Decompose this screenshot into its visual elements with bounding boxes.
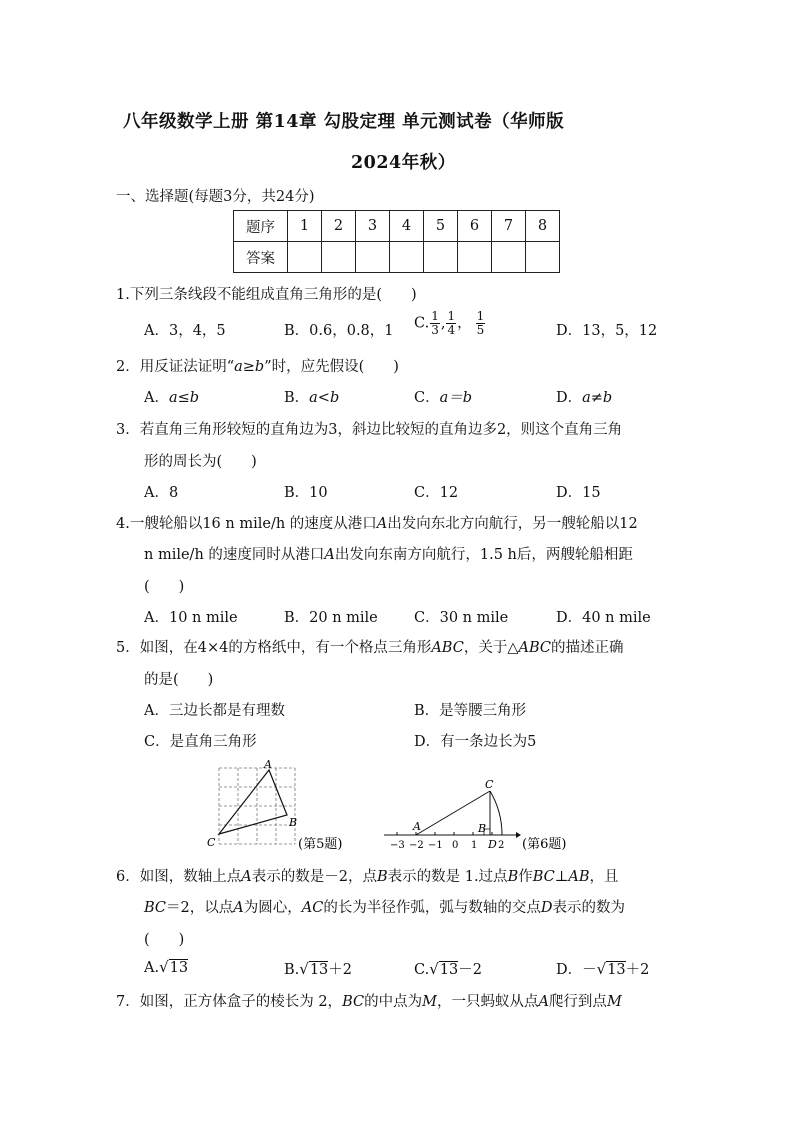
question-6-option-c: C.√13－2 — [414, 960, 482, 978]
arc-cd — [490, 791, 502, 835]
fraction-one-fourth: $\frac{1}{4}$ — [447, 309, 456, 337]
figure-6-caption: (第6题) — [522, 837, 567, 852]
answer-cell[interactable] — [492, 242, 526, 273]
question-3-option-b: B．10 — [284, 485, 328, 501]
tick-label: −2 — [409, 840, 424, 851]
tick-label: 1 — [471, 840, 478, 851]
answer-cell[interactable] — [288, 242, 322, 273]
question-2-option-c: C．a＝b — [414, 390, 473, 406]
question-1-option-a: A．3，4，5 — [144, 323, 226, 339]
figure-5-caption: (第5题) — [298, 837, 343, 852]
question-6-option-b: B.√13＋2 — [284, 960, 353, 978]
answer-cell[interactable] — [526, 242, 560, 273]
page-title-line1: 八年级数学上册 第14章 勾股定理 单元测试卷（华师版 — [123, 112, 565, 132]
answer-cell[interactable] — [424, 242, 458, 273]
question-5-line1: 5．如图，在4×4的方格纸中，有一个格点三角形ABC，关于△ABC的描述正确 — [116, 640, 624, 656]
question-2-option-b: B．a<b — [284, 390, 340, 406]
table-answer-label: 答案 — [234, 242, 288, 273]
question-4-option-c: C．30 n mile — [414, 610, 509, 626]
answer-cell[interactable] — [322, 242, 356, 273]
table-number-cell: 5 — [424, 211, 458, 242]
question-4-line3: ( ) — [144, 579, 185, 595]
question-5-option-c: C．是直角三角形 — [144, 734, 257, 750]
question-3-line2: 形的周长为( ) — [144, 454, 257, 470]
question-3-option-a: A．8 — [144, 485, 179, 501]
question-6-line3: ( ) — [144, 932, 185, 948]
question-4-line1: 4.一艘轮船以16 n mile/h 的速度从港口A出发向东北方向航行，另一艘轮船以12 — [116, 516, 638, 532]
question-4-option-d: D．40 n mile — [556, 610, 651, 626]
label-c: C — [485, 778, 494, 791]
answer-cell[interactable] — [356, 242, 390, 273]
answer-table-answer-row — [234, 242, 560, 273]
table-number-cell: 6 — [458, 211, 492, 242]
label-c: C — [207, 836, 216, 849]
question-6-line1: 6．如图，数轴上点A表示的数是－2，点B表示的数是 1.过点B作BC⊥AB，且 — [116, 869, 619, 885]
question-4-option-b: B．20 n mile — [284, 610, 378, 626]
question-5-option-b: B．是等腰三角形 — [414, 703, 527, 719]
question-3-line1: 3．若直角三角形较短的直角边为3，斜边比较短的直角边多2，则这个直角三角 — [116, 422, 623, 438]
table-header-label: 题序 — [234, 211, 288, 242]
question-1-stem: 1.下列三条线段不能组成直角三角形的是( ) — [116, 287, 417, 303]
section-heading: 一、选择题(每题3分，共24分) — [116, 189, 315, 205]
table-number-cell: 8 — [526, 211, 560, 242]
question-6-line2: BC＝2，以点A为圆心，AC的长为半径作弧，弧与数轴的交点D表示的数为 — [144, 900, 625, 916]
figure-5-grid-triangle — [205, 756, 385, 852]
fraction-one-fifth: $\frac{1}{5}$ — [476, 309, 485, 337]
tick-label: 0 — [452, 840, 459, 851]
question-1-option-c: C. $\frac{1}{3}$ , $\frac{1}{4}$ ， $\frac{1}{5}$ — [414, 309, 485, 337]
question-7-line1: 7．如图，正方体盒子的棱长为 2，BC的中点为M，一只蚂蚁从点A爬行到点M — [116, 994, 622, 1010]
label-b: B — [289, 816, 298, 829]
question-4-line2: n mile/h 的速度同时从港口A出发向东南方向航行，1.5 h后，两艘轮船相距 — [144, 547, 633, 563]
question-6-option-a: A.√13 — [144, 958, 189, 976]
question-6-option-d: D．－√13＋2 — [556, 960, 650, 978]
label-b: B — [478, 822, 487, 835]
table-number-cell: 1 — [288, 211, 322, 242]
question-5-option-d: D．有一条边长为5 — [414, 734, 537, 750]
table-number-cell: 3 — [356, 211, 390, 242]
question-2-option-a: A．a≤b — [144, 390, 200, 406]
figure-6-number-line — [382, 778, 612, 852]
question-5-line2: 的是( ) — [144, 672, 214, 688]
table-number-cell: 2 — [322, 211, 356, 242]
question-3-option-c: C．12 — [414, 485, 459, 501]
tick-label: −3 — [390, 840, 405, 851]
page-title-line2: 2024年秋） — [351, 153, 456, 173]
label-a: A — [264, 758, 272, 771]
question-2-stem: 2．用反证法证明“a≥b”时，应先假设( ) — [116, 359, 399, 375]
question-3-option-d: D．15 — [556, 485, 601, 501]
question-2-option-d: D．a≠b — [556, 390, 613, 406]
table-number-cell: 7 — [492, 211, 526, 242]
fraction-one-third: $\frac{1}{3}$ — [431, 309, 439, 337]
answer-cell[interactable] — [458, 242, 492, 273]
answer-table-header-row — [234, 211, 560, 242]
label-d: D — [488, 838, 497, 851]
option-c-label: C. — [414, 315, 430, 332]
question-5-option-a: A．三边长都是有理数 — [144, 703, 285, 719]
answer-cell[interactable] — [390, 242, 424, 273]
tick-label: 2 — [498, 840, 505, 851]
axis-arrow — [516, 832, 521, 838]
triangle-abc — [219, 770, 287, 834]
question-4-option-a: A．10 n mile — [144, 610, 238, 626]
question-1-option-b: B．0.6，0.8，1 — [284, 323, 394, 339]
question-1-option-d: D．13，5，12 — [556, 323, 658, 339]
table-number-cell: 4 — [390, 211, 424, 242]
answer-table — [233, 210, 560, 273]
label-a: A — [413, 820, 421, 833]
tick-label: −1 — [428, 840, 443, 851]
